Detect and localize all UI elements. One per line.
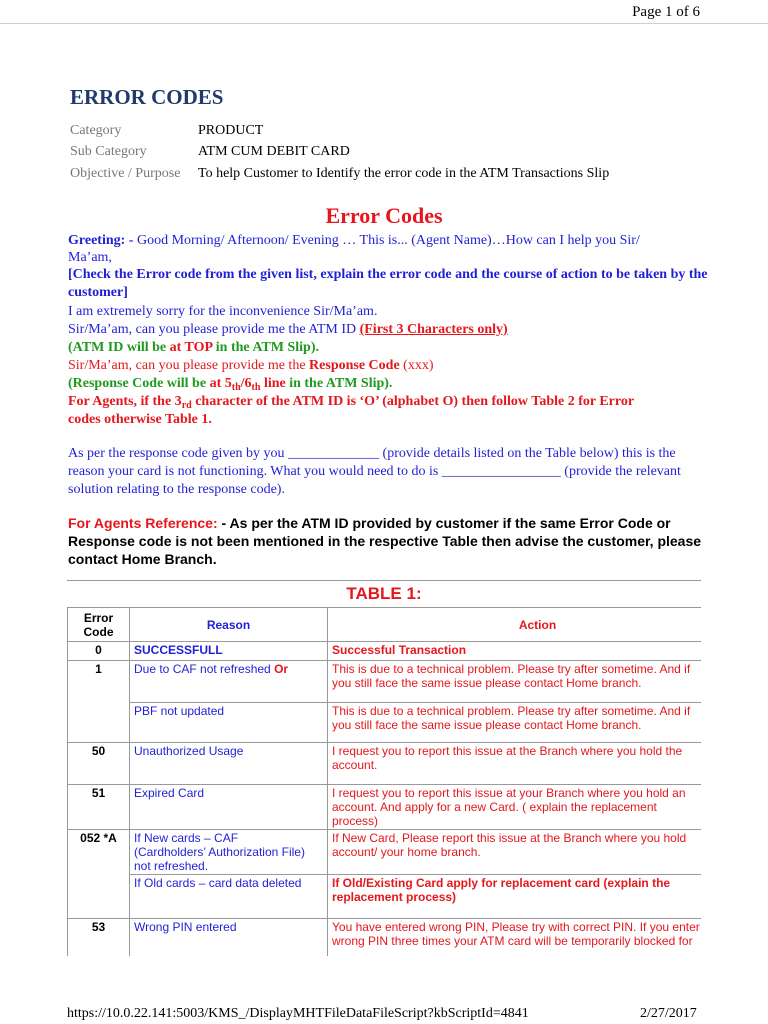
action-line: you still face the same issue please contact Home branch. — [332, 676, 642, 690]
action-line: account. — [332, 758, 378, 772]
header-action: Action — [328, 608, 702, 642]
response-location-b2: /6 — [240, 376, 252, 391]
reason-line: (Cardholders’ Authorization File) — [134, 845, 305, 859]
greeting-line — [68, 232, 640, 249]
meta-objective-label: Objective / Purpose — [70, 166, 181, 181]
atm-id-location-top: at TOP — [169, 340, 213, 355]
atm-id-request — [68, 321, 508, 338]
page-number: Page 1 of 6 — [632, 4, 700, 20]
action-line: You have entered wrong PIN, Please try with correct PIN. If you enter — [332, 920, 700, 934]
header-error-code: Error Code — [68, 608, 130, 642]
response-location-b3: line — [260, 376, 286, 391]
response-location-c: in the ATM Slip). — [285, 376, 393, 391]
agents-instruction-a: For Agents, if the 3 — [68, 394, 182, 409]
action-cell — [328, 919, 702, 957]
action-line: process) — [332, 814, 379, 828]
reason-cell: If Old cards – card data deleted — [130, 875, 328, 919]
error-code-cell: 0 — [68, 642, 130, 661]
greeting-text: Good Morning/ Afternoon/ Evening … This is... (Agent Name)…How can I help you Sir/ — [133, 233, 640, 248]
table-row — [68, 661, 702, 703]
document-title: ERROR CODES — [70, 85, 224, 109]
agents-instruction-b: character of the ATM ID is ‘O’ (alphabet O) then follow Table 2 for Error — [191, 394, 635, 409]
table-row — [68, 642, 702, 661]
reason-line: If New cards – CAF — [134, 831, 239, 845]
atm-id-hint: (First 3 Characters only) — [359, 322, 508, 337]
header-reason: Reason — [130, 608, 328, 642]
action-line: This is due to a technical problem. Please try after sometime. And if — [332, 662, 691, 676]
greeting-line-2: Ma’am, — [68, 250, 112, 265]
table-title: TABLE 1: — [346, 584, 422, 603]
reason-cell — [130, 661, 328, 703]
response-request-a: Sir/Ma’am, can you please provide me the — [68, 358, 310, 373]
error-code-cell: 052 *A — [68, 830, 130, 919]
footer-date: 2/27/2017 — [640, 1006, 697, 1021]
response-code-request — [68, 357, 434, 374]
action-line: account/ your home branch. — [332, 845, 481, 859]
response-explanation: As per the response code given by you _____________ (provide details listed on the Table below) this is the reason your card is not functioning. What you would need to do is _________________ (provide the relevant solution relating to the response code). — [68, 446, 681, 497]
agents-reference-label: For Agents Reference: — [68, 515, 218, 531]
reason-cell: Wrong PIN entered — [130, 919, 328, 957]
check-instruction: [Check the Error code from the given list, explain the error code and the course of action to be taken by the customer] — [68, 267, 708, 300]
table-row — [68, 743, 702, 785]
action-line: I request you to report this issue at your Branch where you hold an — [332, 786, 686, 800]
reason-cell: SUCCESSFULL — [130, 642, 328, 661]
action-line: account. And apply for a new Card. ( explain the replacement — [332, 800, 657, 814]
reason-line: not refreshed. — [134, 859, 209, 873]
agents-table-instruction-2: codes otherwise Table 1. — [68, 412, 212, 427]
action-line: I request you to report this issue at the Branch where you hold the — [332, 744, 683, 758]
action-cell — [328, 703, 702, 743]
apology-line: I am extremely sorry for the inconvenience Sir/Ma’am. — [68, 304, 378, 319]
main-heading: Error Codes — [325, 203, 443, 228]
response-location-a: (Response Code will be — [68, 376, 210, 391]
atm-id-location — [68, 339, 319, 356]
agents-reference-text: - As per the ATM ID provided by customer if the same Error Code or Response code is not been mentioned in the respective Table then advise the customer, please contact Home Branch. — [68, 515, 702, 567]
action-cell — [328, 830, 702, 875]
table-row — [68, 703, 702, 743]
agents-instruction-sub: rd — [181, 400, 192, 411]
header-divider — [0, 23, 768, 24]
action-cell — [328, 661, 702, 703]
response-location-sub2: th — [251, 382, 261, 393]
meta-category-label: Category — [70, 123, 122, 138]
action-cell — [328, 785, 702, 830]
table-row — [68, 875, 702, 919]
reason-cell: Unauthorized Usage — [130, 743, 328, 785]
meta-objective-value: To help Customer to Identify the error code in the ATM Transactions Slip — [198, 166, 610, 181]
error-code-cell: 50 — [68, 743, 130, 785]
reason-cell: Expired Card — [130, 785, 328, 830]
table-row — [68, 919, 702, 957]
action-cell — [328, 743, 702, 785]
reason-cell — [130, 830, 328, 875]
error-code-table — [67, 607, 701, 956]
reason-or: Or — [274, 662, 289, 676]
atm-id-request-text: Sir/Ma’am, can you please provide me the ATM ID — [68, 322, 360, 337]
action-cell — [328, 875, 702, 919]
error-code-cell: 53 — [68, 919, 130, 957]
response-location-b1: at 5 — [209, 376, 232, 391]
meta-subcategory-value: ATM CUM DEBIT CARD — [198, 144, 350, 159]
table-row — [68, 830, 702, 875]
table-header-row — [68, 608, 702, 642]
meta-subcategory-label: Sub Category — [70, 144, 147, 159]
action-line: If New Card, Please report this issue at the Branch where you hold — [332, 831, 687, 845]
response-code-label: Response Code — [309, 358, 400, 373]
error-code-cell: 1 — [68, 661, 130, 743]
footer-url: https://10.0.22.141:5003/KMS_/DisplayMHTFileDataFileScript?kbScriptId=4841 — [67, 1006, 529, 1021]
action-cell: Successful Transaction — [328, 642, 702, 661]
action-line: wrong PIN three times your ATM card will be temporarily blocked for — [332, 934, 693, 948]
response-request-c: (xxx) — [399, 358, 434, 373]
atm-id-location-a: (ATM ID will be — [68, 340, 170, 355]
response-location-sub1: th — [231, 382, 241, 393]
agents-reference — [68, 514, 708, 568]
reason-text: Due to CAF not refreshed — [134, 662, 275, 676]
meta-category-value: PRODUCT — [198, 123, 264, 138]
action-line: If Old/Existing Card apply for replacement card (explain the — [332, 876, 671, 890]
action-line: This is due to a technical problem. Please try after sometime. And if — [332, 704, 691, 718]
error-code-table-container — [67, 580, 701, 956]
greeting-label: Greeting: - — [68, 233, 134, 248]
table-row — [68, 785, 702, 830]
error-code-cell: 51 — [68, 785, 130, 830]
reason-cell: PBF not updated — [130, 703, 328, 743]
atm-id-location-c: in the ATM Slip). — [212, 340, 319, 355]
action-line: you still face the same issue please contact Home branch. — [332, 718, 642, 732]
action-line: replacement process) — [332, 890, 457, 904]
